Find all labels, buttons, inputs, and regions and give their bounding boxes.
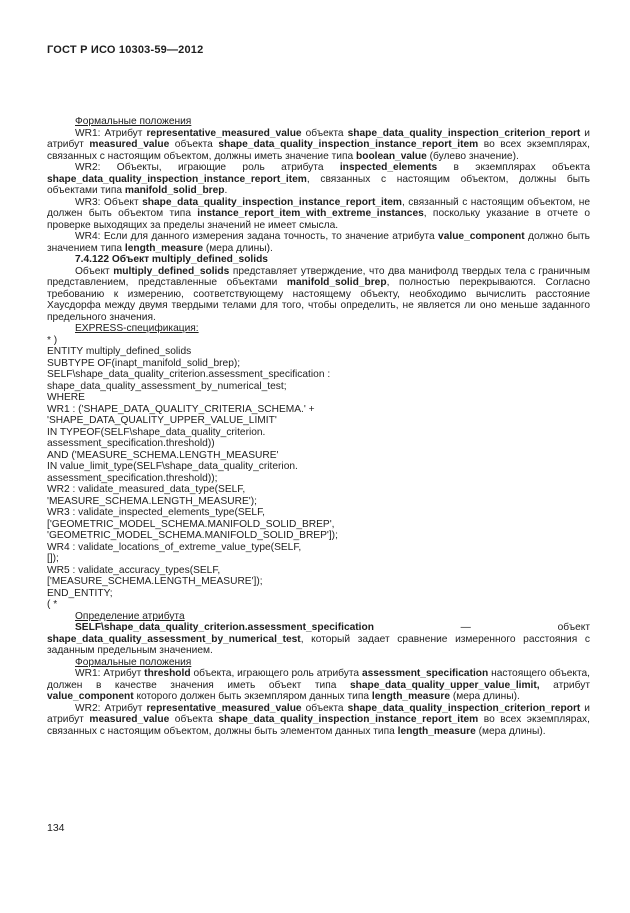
code-line: AND ('MEASURE_SCHEMA.LENGTH_MEASURE' (47, 449, 279, 461)
code-line: ( * (47, 599, 58, 610)
underlined-heading: Формальные положения (75, 116, 192, 127)
paragraph: WR2: Объекты, играющие роль атрибута inspected_elements в экземплярах объекта shape_data_quality_inspection_instance_report_item, связанных с настоящим объектом, должны быть объектами типа manifold_solid_brep. (47, 162, 590, 196)
paragraph: WR2: Атрибут representative_measured_value объекта shape_data_quality_inspection_criterion_report и атрибут measured_value объекта shape_data_quality_inspection_instance_report_item во всех экземплярах, связанных с настоящим объектом, должны быть элементом данных типа length_measure (мера длины). (47, 702, 590, 737)
code-line: WR3 : validate_inspected_elements_type(SELF, (47, 507, 266, 518)
code-line: WHERE (47, 392, 85, 403)
code-line: WR4 : validate_locations_of_extreme_value_type(SELF, (47, 541, 302, 553)
doc-title: ГОСТ Р ИСО 10303-59—2012 (47, 44, 204, 56)
code-line: END_ENTITY; (47, 587, 113, 599)
code-line: WR1 : ('SHAPE_DATA_QUALITY_CRITERIA_SCHEMA.' + (47, 403, 315, 415)
code-line: assessment_specification.threshold)); (47, 472, 218, 484)
underlined-heading: Определение атрибута (75, 610, 185, 622)
underlined-heading: EXPRESS-спецификация: (75, 323, 199, 334)
paragraph: WR1: Атрибут representative_measured_value объекта shape_data_quality_inspection_criterion_report и атрибут measured_value объекта shape_data_quality_inspection_instance_report_item во всех экземплярах, связанных с настоящим объектом, должны иметь значение типа boolean_value (булево значение). (47, 127, 590, 162)
code-line: 'MEASURE_SCHEMA.LENGTH_MEASURE'); (47, 495, 257, 507)
section-heading: 7.4.122 Объект multiply_defined_solids (75, 254, 268, 265)
code-line: 'GEOMETRIC_MODEL_SCHEMA.MANIFOLD_SOLID_BREP']); (47, 530, 338, 541)
paragraph: SELF\shape_data_quality_criterion.assessment_specification — объект shape_data_quality_assessment_by_numerical_test, который задает сравнение измеренного расстояния с заданным предельным значением. (47, 622, 590, 656)
code-line: assessment_specification.threshold)) (47, 438, 215, 449)
code-line: ['GEOMETRIC_MODEL_SCHEMA.MANIFOLD_SOLID_BREP', (47, 518, 335, 530)
paragraph: WR4: Если для данного измерения задана точность, то значение атрибута value_component должно быть значением типа length_measure (мера длины). (47, 231, 590, 254)
code-line: shape_data_quality_assessment_by_numerical_test; (47, 380, 287, 392)
page-number: 134 (47, 822, 65, 834)
code-line: IN TYPEOF(SELF\shape_data_quality_criterion. (47, 426, 266, 438)
code-line: WR5 : validate_accuracy_types(SELF, (47, 564, 221, 576)
paragraph: WR3: Объект shape_data_quality_inspection_instance_report_item, связанный с настоящим объектом, не должен быть объектом типа instance_report_item_with_extreme_instances, поскольку указание в отчете о проверке выходящих за пределы значений не имеет смысла. (47, 196, 591, 231)
code-line: IN value_limit_type(SELF\shape_data_quality_criterion. (47, 461, 298, 472)
document-body (47, 116, 590, 737)
code-line: ['MEASURE_SCHEMA.LENGTH_MEASURE']); (47, 576, 263, 587)
code-line: []); (47, 553, 59, 564)
paragraph: WR1: Атрибут threshold объекта, играющего роль атрибута assessment_specification настоящего объекта, должен в качестве значения иметь объект типа shape_data_quality_upper_value_limit, атрибут value_component которого должен быть экземпляром данных типа length_measure (мера длины). (47, 668, 591, 702)
underlined-heading: Формальные положения (75, 656, 192, 668)
paragraph: Объект multiply_defined_solids представляет утверждение, что два манифолд твердых тела с граничным представлением, представленные объектами manifold_solid_brep, полностью перекрываются. Согласно требованию к измерению, соответствующему настоящему объекту, необходимо вычислить расстояние Хаусдорфа между двумя твердыми телами для того, чтобы определить, не является ли оно меньше заданного предельного значения. (47, 265, 590, 323)
code-line: SELF\shape_data_quality_criterion.assessment_specification : (47, 369, 331, 380)
doc-header (47, 44, 590, 56)
code-line: 'SHAPE_DATA_QUALITY_UPPER_VALUE_LIMIT' (47, 415, 277, 426)
code-line: WR2 : validate_measured_data_type(SELF, (47, 484, 246, 495)
code-line: * ) (47, 334, 58, 346)
code-line: SUBTYPE OF(inapt_manifold_solid_brep); (47, 357, 241, 369)
code-line: ENTITY multiply_defined_solids (47, 346, 192, 357)
